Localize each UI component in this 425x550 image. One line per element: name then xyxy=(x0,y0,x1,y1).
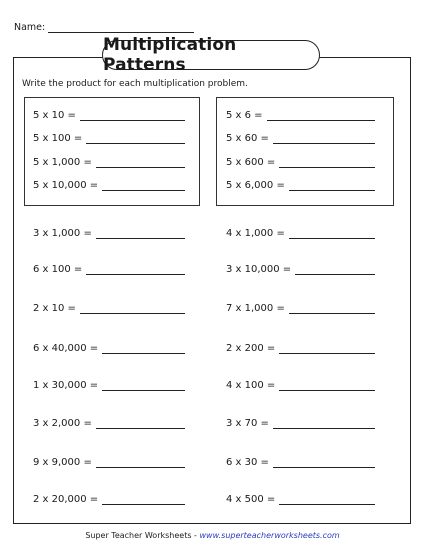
right-column-problem xyxy=(226,380,375,391)
problem-text: 6 x 30 = xyxy=(226,457,269,468)
left-column-problem xyxy=(33,380,185,391)
answer-blank-line[interactable] xyxy=(295,266,375,275)
problem-text: 4 x 100 = xyxy=(226,380,276,391)
answer-blank-line[interactable] xyxy=(80,112,185,121)
answer-blank-line[interactable] xyxy=(96,420,185,429)
problem-text: 3 x 70 = xyxy=(226,418,269,429)
problem-text: 9 x 9,000 = xyxy=(33,457,92,468)
box-right-problem xyxy=(226,110,375,121)
name-field xyxy=(14,22,194,33)
problem-text: 5 x 6 = xyxy=(226,110,263,121)
problem-text: 5 x 10 = xyxy=(33,110,76,121)
left-column-problem xyxy=(33,494,185,505)
problem-text: 3 x 2,000 = xyxy=(33,418,92,429)
answer-blank-line[interactable] xyxy=(279,345,375,354)
name-blank-line[interactable] xyxy=(48,23,194,33)
footer xyxy=(0,531,425,540)
answer-blank-line[interactable] xyxy=(279,159,375,168)
box-right-problem xyxy=(226,157,375,168)
box-right-problem xyxy=(226,133,375,144)
answer-blank-line[interactable] xyxy=(102,182,185,191)
worksheet-title: Multiplication Patterns xyxy=(102,40,320,70)
left-column-problem xyxy=(33,418,185,429)
right-column-problem xyxy=(226,303,375,314)
right-column-problem xyxy=(226,418,375,429)
left-column-problem xyxy=(33,343,185,354)
footer-text: Super Teacher Worksheets - xyxy=(85,531,200,540)
answer-blank-line[interactable] xyxy=(279,496,375,505)
right-column-problem xyxy=(226,457,375,468)
answer-blank-line[interactable] xyxy=(96,459,185,468)
answer-blank-line[interactable] xyxy=(96,230,185,239)
instructions-text: Write the product for each multiplication problem. xyxy=(22,79,248,89)
name-label: Name: xyxy=(14,22,46,33)
problem-text: 3 x 1,000 = xyxy=(33,228,92,239)
box-left-problem xyxy=(33,157,185,168)
problem-text: 6 x 40,000 = xyxy=(33,343,99,354)
answer-blank-line[interactable] xyxy=(267,112,375,121)
problem-text: 6 x 100 = xyxy=(33,264,83,275)
left-column-problem xyxy=(33,457,185,468)
problem-text: 4 x 500 = xyxy=(226,494,276,505)
problem-text: 5 x 6,000 = xyxy=(226,180,285,191)
answer-blank-line[interactable] xyxy=(289,305,375,314)
problem-text: 5 x 1,000 = xyxy=(33,157,92,168)
left-column-problem xyxy=(33,228,185,239)
box-right-problem xyxy=(226,180,375,191)
right-column-problem xyxy=(226,343,375,354)
problem-text: 2 x 20,000 = xyxy=(33,494,99,505)
problem-text: 4 x 1,000 = xyxy=(226,228,285,239)
answer-blank-line[interactable] xyxy=(102,345,185,354)
problem-text: 2 x 200 = xyxy=(226,343,276,354)
box-left-problem xyxy=(33,110,185,121)
box-left-problem xyxy=(33,133,185,144)
answer-blank-line[interactable] xyxy=(102,496,185,505)
problem-text: 5 x 100 = xyxy=(33,133,83,144)
right-column-problem xyxy=(226,228,375,239)
problem-text: 2 x 10 = xyxy=(33,303,76,314)
box-left-problem xyxy=(33,180,185,191)
right-column-problem xyxy=(226,264,375,275)
answer-blank-line[interactable] xyxy=(80,305,185,314)
problem-text: 3 x 10,000 = xyxy=(226,264,292,275)
answer-blank-line[interactable] xyxy=(96,159,185,168)
answer-blank-line[interactable] xyxy=(279,382,375,391)
answer-blank-line[interactable] xyxy=(273,135,375,144)
problem-text: 5 x 10,000 = xyxy=(33,180,99,191)
answer-blank-line[interactable] xyxy=(289,182,375,191)
left-column-problem xyxy=(33,264,185,275)
answer-blank-line[interactable] xyxy=(289,230,375,239)
problem-text: 1 x 30,000 = xyxy=(33,380,99,391)
right-column-problem xyxy=(226,494,375,505)
footer-url: www.superteacherworksheets.com xyxy=(199,531,340,540)
left-column-problem xyxy=(33,303,185,314)
problem-text: 5 x 600 = xyxy=(226,157,276,168)
problem-text: 7 x 1,000 = xyxy=(226,303,285,314)
answer-blank-line[interactable] xyxy=(273,420,375,429)
answer-blank-line[interactable] xyxy=(86,266,185,275)
answer-blank-line[interactable] xyxy=(86,135,185,144)
answer-blank-line[interactable] xyxy=(102,382,185,391)
problem-text: 5 x 60 = xyxy=(226,133,269,144)
answer-blank-line[interactable] xyxy=(273,459,375,468)
